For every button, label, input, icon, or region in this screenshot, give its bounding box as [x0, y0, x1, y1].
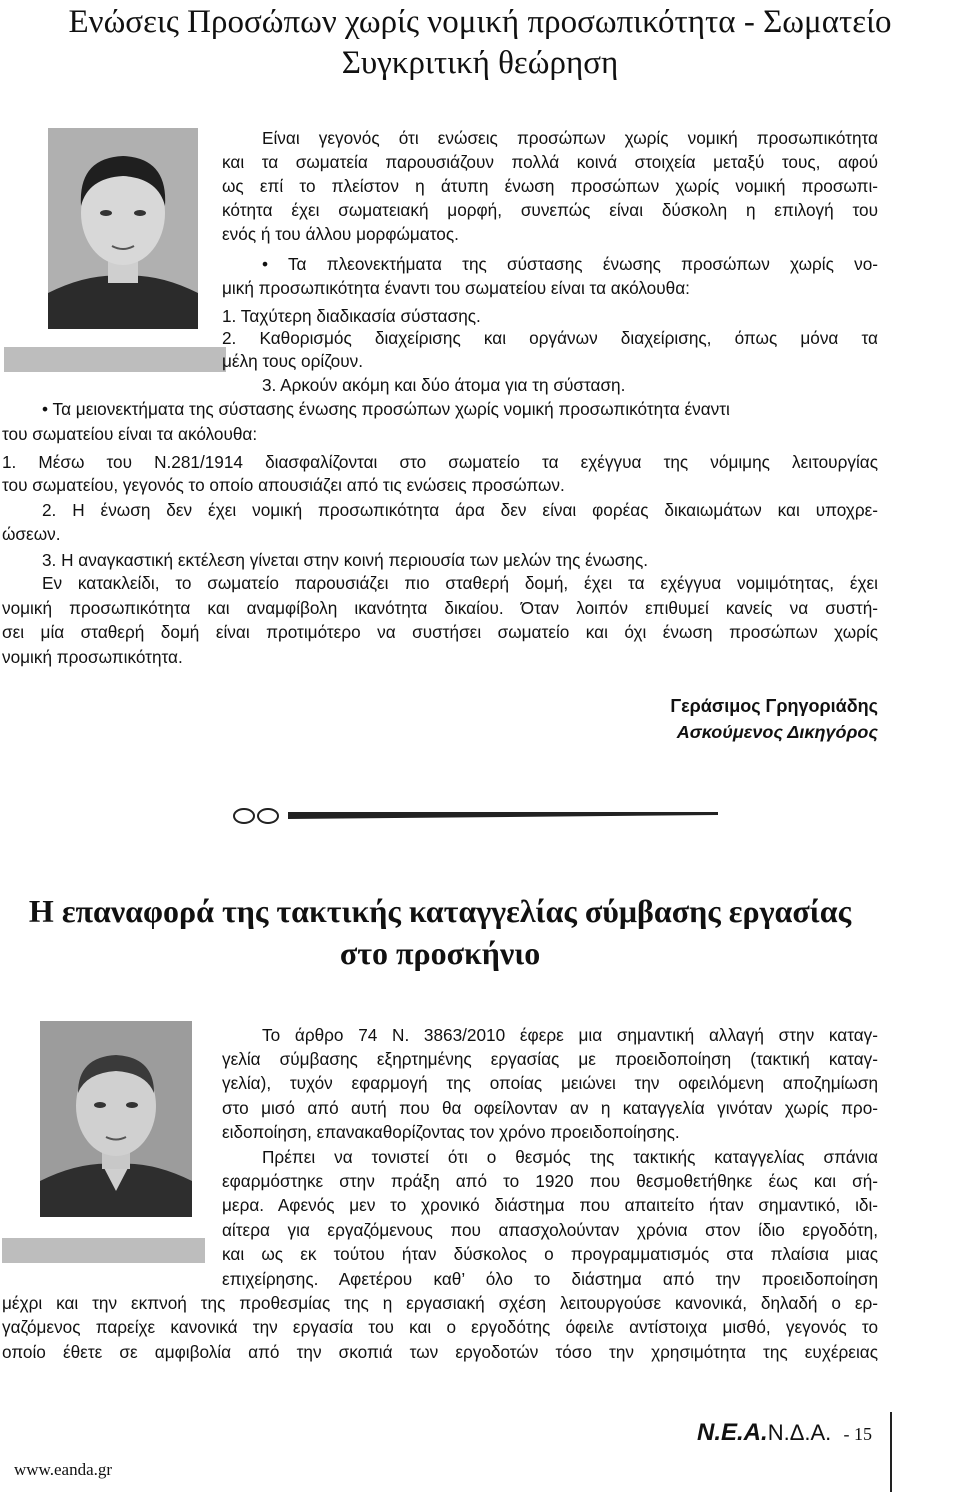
photo-caption-bar-1	[4, 347, 226, 372]
article2-line: ειδοποίηση, επανακαθορίζοντας τον χρόνο προειδοποίησης.	[222, 1122, 680, 1142]
advantage-item: 3. Αρκούν ακόμη και δύο άτομα για τη σύσταση.	[262, 375, 626, 395]
article1-title-line1: Ενώσεις Προσώπων χωρίς νομική προσωπικότητα - Σωματείο	[68, 4, 892, 40]
article1-line: μική προσωπικότητα έναντι του σωματείου είναι τα ακόλουθα:	[222, 278, 690, 298]
article2-line: μέχρι και την εκπνοή της προθεσμίας της η εργασιακή σχέση λειτουργούσε κανονικά, δηλαδή ο ερ-	[2, 1293, 878, 1313]
brand-logo-text: Ν.Ε.Α.	[697, 1419, 768, 1446]
article2-line: μερα. Αφενός μεν το χρονικό διάστημα που απαιτείτο ήταν σημαντικό, ιδι-	[222, 1195, 878, 1215]
article1-line: κότητα έχει σωματειακή μορφή, συνεπώς είναι δύσκολη η επιλογή του	[222, 200, 878, 220]
author-photo-1	[48, 128, 198, 329]
footer-brand	[697, 1419, 872, 1447]
article1-line: του σωματείου, γεγονός το οποίο απουσιάζει από τις ενώσεις προσώπων.	[2, 475, 565, 495]
disadvantage-item: 2. Η ένωση δεν έχει νομική προσωπικότητα άρα δεν είναι φορέας δικαιωμάτων και υποχρε-	[42, 500, 878, 520]
article2-line: γελία), τυχόν εφαρμογή της οποίας μειώνει την οφειλόμενη αποζημίωση	[222, 1073, 878, 1093]
conclusion-line: νομική προσωπικότητα.	[2, 647, 183, 667]
article1-line: ενός ή του άλλου μορφώματος.	[222, 224, 459, 244]
author-name: Γεράσιμος Γρηγοριάδης	[670, 696, 878, 716]
article1-line: ως επί το πλείστον η άτυπη ένωση προσώπων χωρίς νομική προσωπι-	[222, 176, 878, 196]
author-photo-2	[40, 1021, 192, 1217]
article2-line: αίτερα για εργαζόμενους που απασχολούνταν χρόνια στον ίδιο εργοδότη,	[222, 1220, 878, 1240]
portrait-image-2	[40, 1021, 192, 1217]
section-divider-ornament	[232, 800, 722, 830]
article2-title	[0, 890, 880, 974]
footer-website: www.eanda.gr	[14, 1460, 113, 1479]
portrait-image-1	[48, 128, 198, 329]
article1-line: ώσεων.	[2, 524, 61, 544]
article2-line: Πρέπει να τονιστεί ότι ο θεσμός της τακτικής καταγγελίας σπάνια	[262, 1147, 878, 1167]
footer-vertical-rule	[890, 1412, 892, 1492]
article2-line: στο μισό από αυτή που θα οφείλονταν αν η καταγγελία γινόταν χωρίς προ-	[222, 1098, 878, 1118]
article2-line: οποίο έθετε σε αμφιβολία από την σκοπιά των εργοδοτών τόσο την χρησιμότητα της ευχέρειας	[2, 1342, 878, 1362]
article2-line: και ως εκ τούτου ήταν δύσκολος ο προγραμματισμός στα πλαίσια μιας	[222, 1244, 878, 1264]
conclusion-line: σει μία σταθερή δομή είναι προτιμότερο να συστήσει σωματείο και όχι ένωση προσώπων χωρίς	[2, 622, 878, 642]
author-role: Ασκούμενος Δικηγόρος	[676, 722, 878, 742]
article2-title-line2: στο προσκήνιο	[339, 935, 541, 971]
article1-line: Είναι γεγονός ότι ενώσεις προσώπων χωρίς νομική προσωπικότητα	[262, 128, 878, 148]
page-number: - 15	[843, 1424, 873, 1444]
conclusion-line: Εν κατακλείδι, το σωματείο παρουσιάζει πιο σταθερή δομή, έχει τα εχέγγυα νομιμότητας, έχει	[42, 573, 878, 593]
article2-line: γελία σύμβασης εξηρτημένης εργασίας με προειδοποίηση (τακτική καταγ-	[222, 1049, 878, 1069]
article1-title	[0, 2, 960, 84]
advantages-bullet: • Τα πλεονεκτήματα της σύστασης ένωσης προσώπων χωρίς νο-	[262, 254, 878, 274]
article2-title-line1: Η επαναφορά της τακτικής καταγγελίας σύμβασης εργασίας	[28, 893, 852, 929]
article2-line: γαζόμενος παρείχε κανονικά την εργασία του και ο εργοδότης όφειλε αντίστοιχα μισθό, γεγονός το	[2, 1317, 878, 1337]
article2-line: εφαρμόστηκε στην πράξη από το 1920 που θεσμοθετήθηκε έως και σή-	[222, 1171, 878, 1191]
advantage-item: 1. Ταχύτερη διαδικασία σύστασης.	[222, 306, 481, 326]
brand-suffix: Ν.Δ.Α.	[767, 1420, 832, 1445]
article2-line: επιχείρησης. Αφετέρου καθ’ όλο το διάστημα από την προειδοποίηση	[222, 1269, 878, 1289]
article1-line: μέλη τους ορίζουν.	[222, 351, 363, 371]
article1-line: και τα σωματεία παρουσιάζουν πολλά κοινά στοιχεία μεταξύ τους, αφού	[222, 152, 878, 172]
disadvantages-bullet: • Τα μειονεκτήματα της σύστασης ένωσης προσώπων χωρίς νομική προσωπικότητα έναντι	[42, 399, 730, 419]
advantage-item: 2. Καθορισμός διαχείρισης και οργάνων διαχείρισης, όπως μόνα τα	[222, 328, 878, 348]
disadvantage-item: 1. Μέσω του Ν.281/1914 διασφαλίζονται στο σωματείο τα εχέγγυα της νόμιμης λειτουργίας	[2, 452, 878, 472]
conclusion-line: νομική προσωπικότητα και αναμφίβολη ικανότητα δικαίου. Όταν λοιπόν επιθυμεί κανείς να συστή-	[2, 598, 878, 618]
photo-caption-bar-2	[2, 1238, 205, 1263]
disadvantage-item: 3. Η αναγκαστική εκτέλεση γίνεται στην κοινή περιουσία των μελών της ένωσης.	[42, 550, 649, 570]
article2-line: Το άρθρο 74 Ν. 3863/2010 έφερε μια σημαντική αλλαγή στην καταγ-	[262, 1025, 878, 1045]
article1-line: του σωματείου είναι τα ακόλουθα:	[2, 424, 258, 444]
article1-title-line2: Συγκριτική θεώρηση	[341, 45, 619, 81]
